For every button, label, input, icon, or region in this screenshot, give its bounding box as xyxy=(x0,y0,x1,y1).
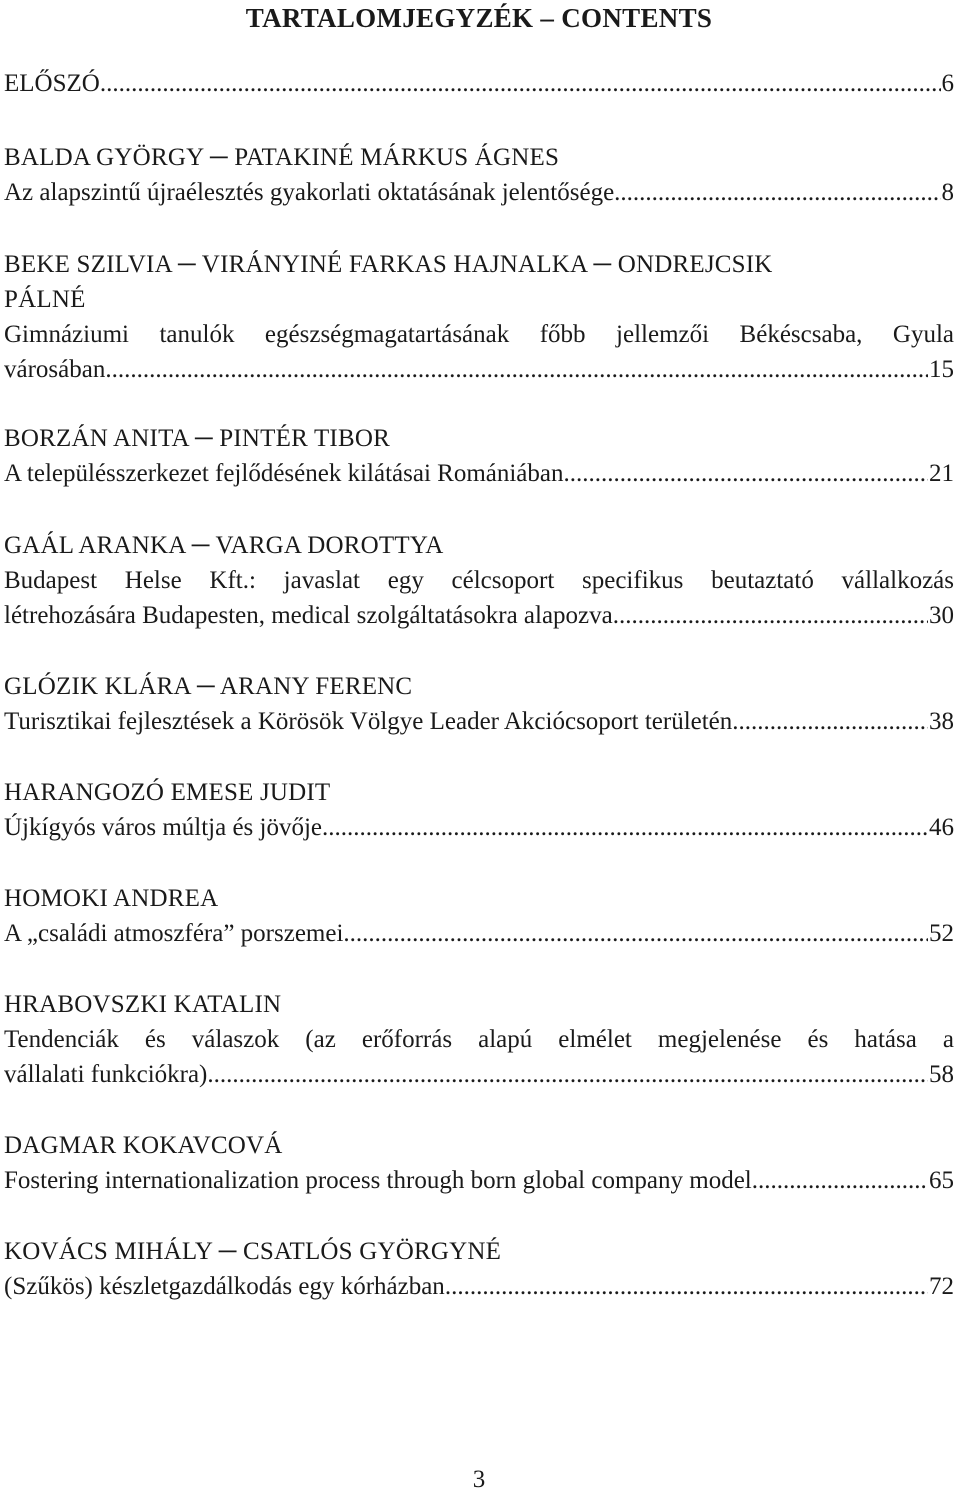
toc-entry xyxy=(4,247,954,387)
toc-entry xyxy=(4,881,954,951)
entry-author: DAGMAR KOKAVCOVÁ xyxy=(4,1132,283,1159)
entry-author: HARANGOZÓ EMESE JUDIT xyxy=(4,779,331,806)
page-number: 65 xyxy=(929,1167,954,1194)
page-number: 15 xyxy=(929,356,954,383)
entry-title-end: városában xyxy=(4,356,106,383)
entry-title-end: vállalati funkciókra) xyxy=(4,1061,208,1088)
entry-title-end: létrehozására Budapesten, medical szolgáltatásokra alapozva xyxy=(4,602,613,629)
entry-title: Tendenciák és válaszok (az erőforrás alapú elmélet megjelenése és hatása a xyxy=(4,1026,954,1053)
dot-leader xyxy=(105,352,928,387)
dot-leader xyxy=(752,1163,928,1198)
toc-entry xyxy=(4,775,954,845)
dot-leader xyxy=(613,598,928,633)
entry-title: Turisztikai fejlesztések a Körösök Völgye Leader Akciócsoport területén xyxy=(4,708,733,735)
dot-leader xyxy=(322,810,928,845)
page-number: 38 xyxy=(929,708,954,735)
toc-page xyxy=(4,0,954,1499)
toc-entry xyxy=(4,669,954,739)
toc-line[interactable] xyxy=(4,352,954,387)
entry-title: Budapest Helse Kft.: javaslat egy célcsoport specifikus beutaztató vállalkozás xyxy=(4,567,954,594)
toc-line[interactable] xyxy=(4,1057,954,1092)
entry-author: GAÁL ARANKA ─ VARGA DOROTTYA xyxy=(4,532,444,559)
toc-line[interactable] xyxy=(4,456,954,491)
dot-leader xyxy=(100,66,941,101)
entry-author: BALDA GYÖRGY ─ PATAKINÉ MÁRKUS ÁGNES xyxy=(4,144,560,171)
toc-entry xyxy=(4,140,954,210)
entry-author: KOVÁCS MIHÁLY ─ CSATLÓS GYÖRGYNÉ xyxy=(4,1238,502,1265)
entry-title: Fostering internationalization process through born global company model xyxy=(4,1167,752,1194)
page-number: 21 xyxy=(929,460,954,487)
page-number: 46 xyxy=(929,814,954,841)
page-folio-number: 3 xyxy=(472,1466,486,1493)
dot-leader xyxy=(732,704,928,739)
page-number: 72 xyxy=(929,1273,954,1300)
toc-line[interactable] xyxy=(4,1269,954,1304)
dot-leader xyxy=(343,916,928,951)
toc-line[interactable] xyxy=(4,810,954,845)
page-title: TARTALOMJEGYZÉK – CONTENTS xyxy=(245,3,713,33)
page-number: 8 xyxy=(941,179,954,206)
dot-leader xyxy=(564,456,929,491)
toc-line[interactable] xyxy=(4,1163,954,1198)
toc-entry xyxy=(4,987,954,1092)
page-number: 52 xyxy=(929,920,954,947)
entry-author: HRABOVSZKI KATALIN xyxy=(4,991,282,1018)
entry-author: GLÓZIK KLÁRA ─ ARANY FERENC xyxy=(4,673,413,700)
dot-leader xyxy=(445,1269,928,1304)
page-number: 58 xyxy=(929,1061,954,1088)
toc-line[interactable] xyxy=(4,66,954,101)
toc-entry xyxy=(4,528,954,633)
toc-line[interactable] xyxy=(4,916,954,951)
entry-author-continued: PÁLNÉ xyxy=(4,286,86,313)
entry-title: A „családi atmoszféra” porszemei xyxy=(4,920,344,947)
dot-leader xyxy=(207,1057,928,1092)
entry-title: Az alapszintű újraélesztés gyakorlati oktatásának jelentősége xyxy=(4,179,615,206)
page-number: 30 xyxy=(929,602,954,629)
toc-line[interactable] xyxy=(4,704,954,739)
entry-title: (Szűkös) készletgazdálkodás egy kórházban xyxy=(4,1273,445,1300)
page-number: 6 xyxy=(941,70,954,97)
toc-entry xyxy=(4,1128,954,1198)
entry-author: BORZÁN ANITA ─ PINTÉR TIBOR xyxy=(4,425,390,452)
toc-entry xyxy=(4,421,954,491)
toc-line[interactable] xyxy=(4,175,954,210)
entry-title: ELŐSZÓ xyxy=(4,70,100,97)
toc-line[interactable] xyxy=(4,598,954,633)
entry-title: Újkígyós város múltja és jövője xyxy=(4,814,323,841)
toc-entry xyxy=(4,1234,954,1304)
dot-leader xyxy=(614,175,940,210)
entry-author: BEKE SZILVIA ─ VIRÁNYINÉ FARKAS HAJNALKA ─ ONDREJCSIK xyxy=(4,251,773,278)
toc-entry-foreword xyxy=(4,66,954,101)
entry-title: A településszerkezet fejlődésének kilátásai Romániában xyxy=(4,460,564,487)
entry-author: HOMOKI ANDREA xyxy=(4,885,219,912)
entry-title: Gimnáziumi tanulók egészségmagatartásának főbb jellemzői Békéscsaba, Gyula xyxy=(4,321,954,348)
